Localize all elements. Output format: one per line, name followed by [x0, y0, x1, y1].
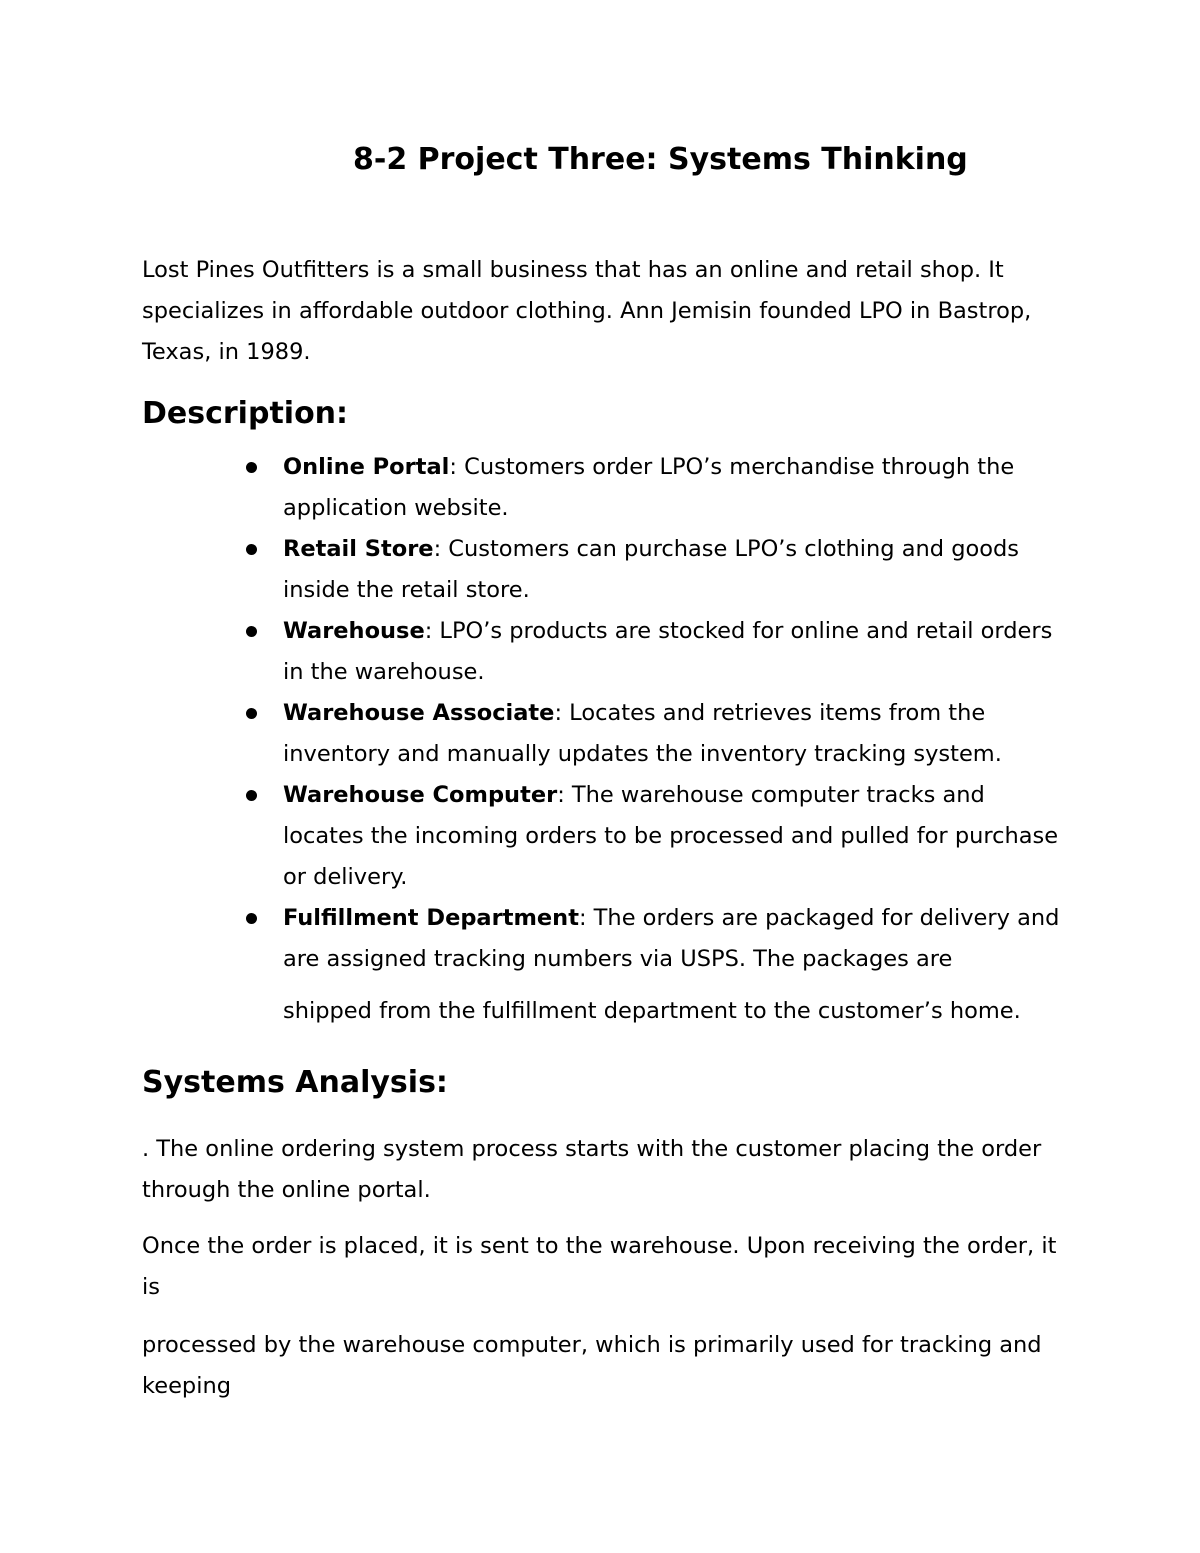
analysis-paragraph: . The online ordering system process starts with the customer placing the order through the online portal. — [142, 1136, 1042, 1203]
list-item-warehouse-associate — [0, 693, 1063, 775]
bullet-term: Fulfillment Department — [283, 905, 579, 931]
document-title: 8-2 Project Three: Systems Thinking — [353, 142, 968, 177]
list-item-warehouse — [0, 611, 1063, 693]
description-heading: Description: — [142, 396, 349, 431]
bullet-icon — [246, 462, 257, 473]
systems-analysis-heading: Systems Analysis: — [142, 1065, 448, 1100]
analysis-paragraph: Once the order is placed, it is sent to the warehouse. Upon receiving the order, it is — [142, 1233, 1057, 1300]
bullet-icon — [246, 708, 257, 719]
bullet-text: : Customers order LPO’s merchandise through the application website. — [283, 454, 1015, 521]
list-item-retail-store — [0, 529, 1063, 611]
analysis-paragraph: processed by the warehouse computer, which is primarily used for tracking and keeping — [142, 1332, 1042, 1399]
bullet-term: Warehouse Associate — [283, 700, 555, 726]
bullet-term: Warehouse Computer — [283, 782, 558, 808]
intro-paragraph: Lost Pines Outfitters is a small business that has an online and retail shop. It specializes in affordable outdoor clothing. Ann Jemisin founded LPO in Bastrop, Texas, in 1989. — [142, 257, 1032, 365]
bullet-icon — [246, 626, 257, 637]
list-item-online-portal — [0, 447, 1063, 529]
bullet-text: : The orders are packaged for delivery and are assigned tracking numbers via USPS. The packages are — [283, 905, 1060, 972]
bullet-text: : LPO’s products are stocked for online and retail orders in the warehouse. — [283, 618, 1053, 685]
bullet-term: Retail Store — [283, 536, 434, 562]
bullet-icon — [246, 544, 257, 555]
bullet-text: : Customers can purchase LPO’s clothing and goods inside the retail store. — [283, 536, 1020, 603]
bullet-term: Online Portal — [283, 454, 450, 480]
bullet-text: : Locates and retrieves items from the inventory and manually updates the inventory tracking system. — [283, 700, 1002, 767]
list-item-warehouse-computer — [0, 775, 1063, 898]
bullet-icon — [246, 790, 257, 801]
bullet-term: Warehouse — [283, 618, 425, 644]
list-item-fulfillment-department — [0, 898, 1063, 1032]
bullet-icon — [246, 913, 257, 924]
bullet-text-continued: shipped from the fulfillment department to the customer’s home. — [283, 998, 1021, 1024]
description-list — [0, 447, 1200, 1032]
bullet-text: : The warehouse computer tracks and locates the incoming orders to be processed and pulled for purchase or delivery. — [283, 782, 1059, 890]
